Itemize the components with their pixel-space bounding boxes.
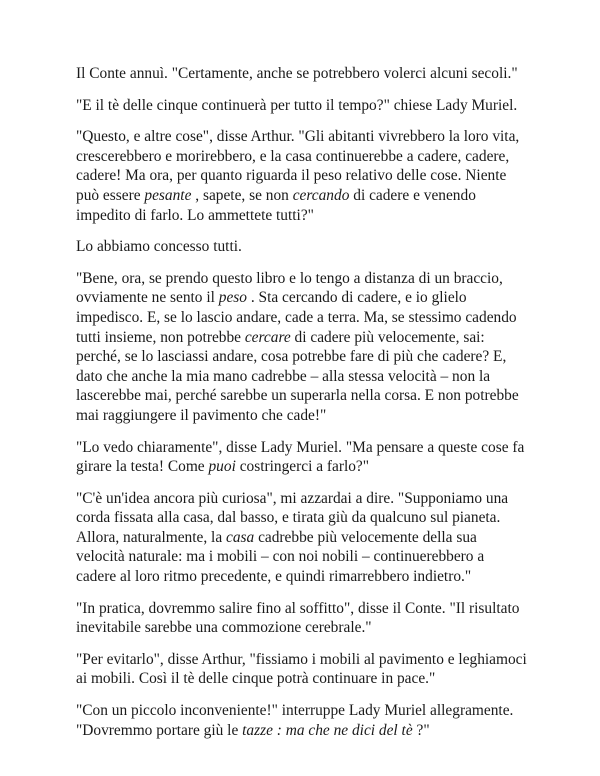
text-run: "C'è un'idea ancora più curiosa", mi azzardai a dire. "Supponiamo una corda fissata alla casa, dal basso, e tirata giù da qualcuno sul pianeta. Allora, naturalmente, la	[76, 489, 509, 546]
paragraph	[76, 127, 528, 225]
paragraph	[76, 650, 528, 689]
paragraph	[76, 438, 528, 477]
paragraph	[76, 269, 528, 426]
text-run: "In pratica, dovremmo salire fino al soffitto", disse il Conte. "Il risultato inevitabile sarebbe una commozione cerebrale."	[76, 599, 520, 637]
paragraph	[76, 599, 528, 638]
document-page	[76, 64, 528, 752]
text-run: . Sta cercando di cadere, e io glielo impedisco. E, se lo lascio andare, cade a terra. Ma, se stessimo cadendo tutti insieme, non potrebbe	[76, 289, 517, 346]
text-run: cadrebbe più velocemente della sua velocità naturale: ma i mobili – con noi nobili – continuerebbero a cadere al loro ritmo precedente, e quindi rimarrebbero indietro."	[76, 528, 485, 586]
text-run: costringerci a farlo?"	[235, 458, 370, 476]
text-run: di cadere più velocemente, sai: perché, se lo lasciassi andare, cosa potrebbe fare di più che cadere? E, dato che anche la mia mano cadrebbe – alla stessa velocità – non la lascerebbe mai, perché sarebbe un superarla nella corsa. E non potrebbe mai raggiungere il pavimento che cade!"	[76, 328, 519, 424]
italic-text: puoi	[208, 458, 236, 476]
text-run: "Lo vedo chiaramente", disse Lady Muriel. "Ma pensare a queste cose fa girare la testa! Come	[76, 438, 525, 476]
paragraph	[76, 96, 528, 116]
italic-text: cercare	[244, 328, 291, 346]
paragraph	[76, 489, 528, 587]
text-run: ?"	[412, 721, 430, 739]
text-run: "Bene, ora, se prendo questo libro e lo tengo a distanza di un braccio, ovviamente ne sento il	[76, 269, 503, 307]
italic-text: casa	[226, 528, 255, 546]
text-run: Lo abbiamo concesso tutti.	[76, 238, 242, 256]
text-run: "Questo, e altre cose", disse Arthur. "Gli abitanti vivrebbero la loro vita, crescerebbero e morirebbero, e la casa continuerebbe a cadere, cadere, cadere! Ma ora, per quanto riguarda il peso relativo delle cose. Niente può essere	[76, 128, 520, 204]
text-run: , sapete, se non	[191, 186, 293, 204]
text-run: "E il tè delle cinque continuerà per tutto il tempo?" chiese Lady Muriel.	[76, 96, 518, 114]
text-run: Il Conte annuì. "Certamente, anche se potrebbero volerci alcuni secoli."	[76, 65, 518, 82]
text-run: "Con un piccolo inconveniente!" interruppe Lady Muriel allegramente. "Dovremmo portare giù le	[76, 702, 514, 739]
italic-text: pesante	[144, 186, 192, 204]
italic-text: cercando	[292, 186, 350, 204]
italic-text: peso	[218, 289, 247, 307]
text-run: "Per evitarlo", disse Arthur, "fissiamo i mobili al pavimento e leghiamoci ai mobili. Così il tè delle cinque potrà continuare in pace."	[76, 650, 527, 688]
italic-text: tazze : ma che ne dici del tè	[242, 721, 413, 739]
paragraph	[76, 64, 528, 84]
text-run: di cadere e venendo impedito di farlo. Lo ammettete tutti?"	[76, 186, 476, 224]
paragraph	[76, 701, 528, 740]
paragraph	[76, 237, 528, 257]
